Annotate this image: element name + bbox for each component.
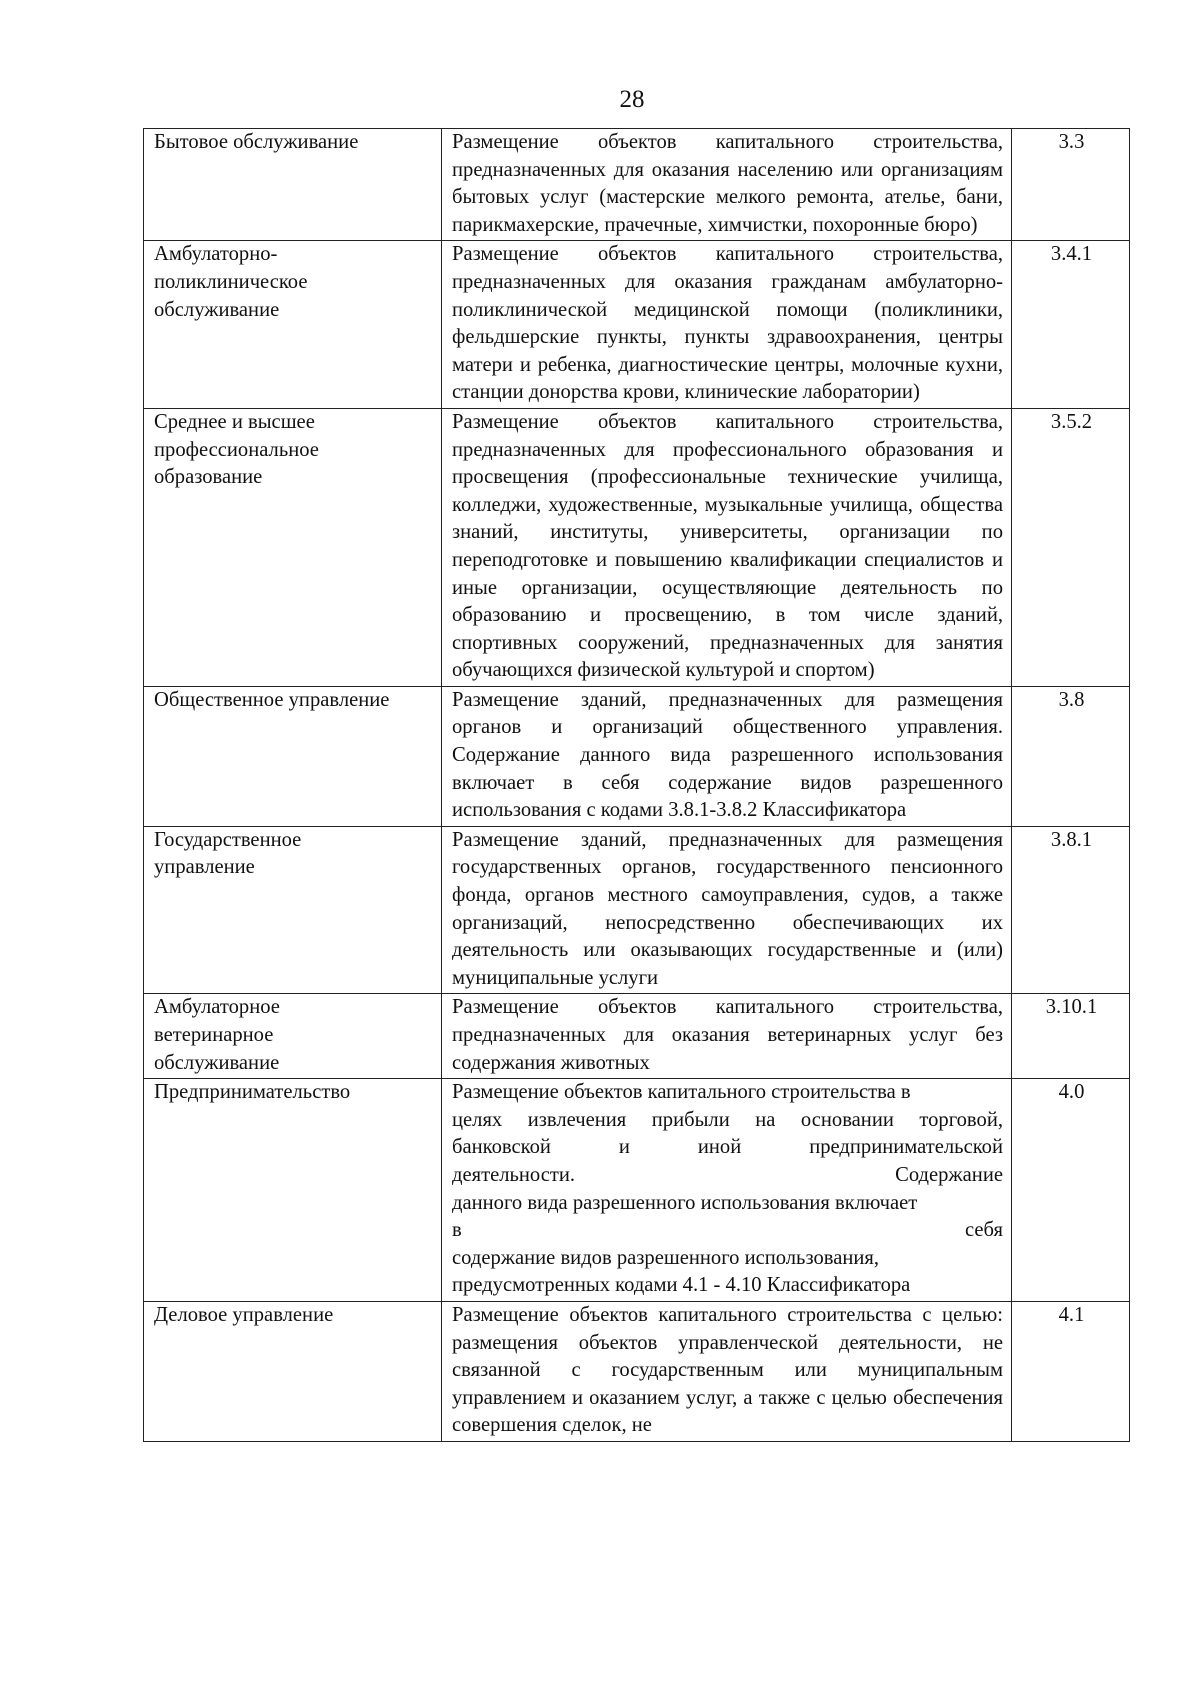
use-type-name: Амбулаторно- поликлиническое обслуживание bbox=[144, 241, 442, 409]
table-row bbox=[144, 826, 1130, 994]
description-line: данного вида разрешенного использования включает bbox=[452, 1191, 918, 1214]
description-line: предусмотренных кодами 4.1 - 4.10 Классификатора bbox=[452, 1274, 911, 1297]
description-line: Размещение объектов капитального строительства в bbox=[452, 1081, 911, 1104]
page-number: 28 bbox=[619, 86, 645, 113]
land-use-table bbox=[143, 128, 1130, 1442]
use-type-name: Общественное управление bbox=[144, 686, 442, 826]
use-type-description: Размещение объектов капитального строительства, предназначенных для оказания гражданам амбулаторно-поликлинической медицинской помощи (поликлиники, фельдшерские пункты, пункты здравоохранения, центры матери и ребенка, диагностические центры, молочные кухни, станции донорства крови, клинические лаборатории) bbox=[442, 241, 1012, 409]
use-type-code: 3.8 bbox=[1012, 686, 1130, 826]
table-row bbox=[144, 686, 1130, 826]
use-type-code: 3.4.1 bbox=[1012, 241, 1130, 409]
use-type-description: Размещение зданий, предназначенных для размещения государственных органов, государственного пенсионного фонда, органов местного самоуправления, судов, а также организаций, непосредственно обеспечивающих их деятельность или оказывающих государственные и (или) муниципальные услуги bbox=[442, 826, 1012, 994]
use-type-name: Бытовое обслуживание bbox=[144, 129, 442, 241]
table-row bbox=[144, 1301, 1130, 1441]
description-line: целях извлечения прибыли на основании торговой, bbox=[452, 1108, 1003, 1131]
description-line: в себя bbox=[452, 1219, 1003, 1242]
use-type-code: 4.1 bbox=[1012, 1301, 1130, 1441]
table-row bbox=[144, 1079, 1130, 1302]
use-type-description: Размещение объектов капитального строительства, предназначенных для профессионального образования и просвещения (профессиональные технические училища, колледжи, художественные, музыкальные училища, общества знаний, институты, университеты, организации по переподготовке и повышению квалификации специалистов и иные организации, осуществляющие деятельность по образованию и просвещению, в том числе зданий, спортивных сооружений, предназначенных для занятия обучающихся физической культурой и спортом) bbox=[442, 408, 1012, 686]
table-row bbox=[144, 129, 1130, 241]
description-line: деятельности. Содержание bbox=[452, 1163, 1003, 1186]
use-type-code: 3.5.2 bbox=[1012, 408, 1130, 686]
use-type-description bbox=[442, 1079, 1012, 1302]
use-type-code: 3.10.1 bbox=[1012, 994, 1130, 1079]
use-type-name: Предпринимательство bbox=[144, 1079, 442, 1302]
use-type-description: Размещение зданий, предназначенных для размещения органов и организаций общественного управления. Содержание данного вида разрешенного использования включает в себя содержание видов разрешенного использования с кодами 3.8.1-3.8.2 Классификатора bbox=[442, 686, 1012, 826]
table-row bbox=[144, 408, 1130, 686]
description-line: содержание видов разрешенного использования, bbox=[452, 1246, 880, 1269]
use-type-name: Государственное управление bbox=[144, 826, 442, 994]
use-type-code: 3.3 bbox=[1012, 129, 1130, 241]
use-type-description: Размещение объектов капитального строительства, предназначенных для оказания ветеринарных услуг без содержания животных bbox=[442, 994, 1012, 1079]
use-type-code: 3.8.1 bbox=[1012, 826, 1130, 994]
description-line: банковской и иной предпринимательской bbox=[452, 1136, 1003, 1159]
table-row bbox=[144, 241, 1130, 409]
use-type-description: Размещение объектов капитального строительства, предназначенных для оказания населению или организациям бытовых услуг (мастерские мелкого ремонта, ателье, бани, парикмахерские, прачечные, химчистки, похоронные бюро) bbox=[442, 129, 1012, 241]
use-type-name: Деловое управление bbox=[144, 1301, 442, 1441]
use-type-name: Амбулаторное ветеринарное обслуживание bbox=[144, 994, 442, 1079]
table-row bbox=[144, 994, 1130, 1079]
use-type-description: Размещение объектов капитального строительства с целью: размещения объектов управленческой деятельности, не связанной с государственным или муниципальным управлением и оказанием услуг, а также с целью обеспечения совершения сделок, не bbox=[442, 1301, 1012, 1441]
use-type-name: Среднее и высшее профессиональное образование bbox=[144, 408, 442, 686]
use-type-code: 4.0 bbox=[1012, 1079, 1130, 1302]
